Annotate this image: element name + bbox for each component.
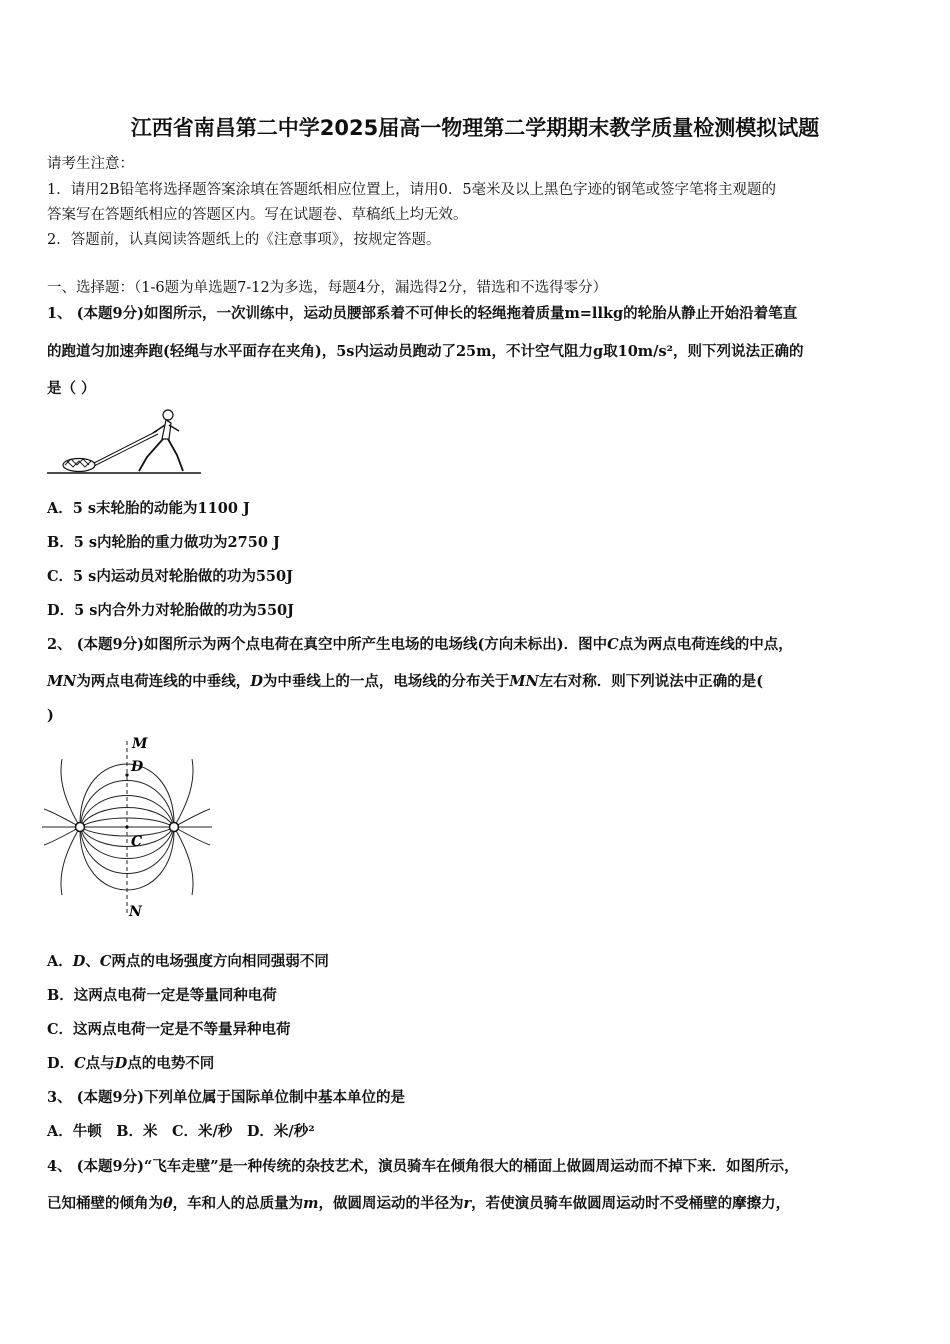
- section-heading: 一、选择题：（1-6题为单选题7-12为多选，每题4分，漏选得2分，错选和不选得零分）: [47, 280, 608, 296]
- label-c: C: [131, 834, 143, 850]
- page-title: 江西省南昌第二中学2025届高一物理第二学期期末教学质量检测模拟试题: [130, 116, 820, 140]
- q2-option-c: C．这两点电荷一定是不等量异种电荷: [47, 1021, 291, 1038]
- q3-options: A．牛顿 B．米 C．米/秒 D．米/秒²: [47, 1123, 315, 1140]
- label-d: D: [131, 759, 144, 775]
- q4-stem-1: 4、 (本题9分)“飞车走壁”是一种传统的杂技艺术，演员骑车在倾角很大的桶面上做圆周运动而不掉下来．如图所示，: [47, 1158, 799, 1175]
- q3-stem: 3、 (本题9分)下列单位属于国际单位制中基本单位的是: [47, 1089, 405, 1106]
- q4-stem-2: 已知桶壁的倾角为θ，车和人的总质量为m，做圆周运动的半径为r，若使演员骑车做圆周运动时不受桶壁的摩擦力，: [47, 1195, 791, 1212]
- q1-option-d: D．5 s内合外力对轮胎做的功为550J: [47, 602, 295, 619]
- q2-option-a: A．D、C两点的电场强度方向相同强弱不同: [47, 953, 329, 970]
- notice-item-2: 2．答题前，认真阅读答题纸上的《注意事项》，按规定答题。: [47, 232, 441, 248]
- q1-stem-1: 1、 (本题9分)如图所示，一次训练中，运动员腰部系着不可伸长的轻绳拖着质量m=llkg的轮胎从静止开始沿着笔直: [47, 305, 798, 322]
- notice-heading: 请考生注意：: [47, 156, 134, 172]
- q2-stem-2: MN为两点电荷连线的中垂线，D为中垂线上的一点，电场线的分布关于MN左右对称．则下列说法中正确的是(: [47, 673, 764, 690]
- q1-option-b: B．5 s内轮胎的重力做功为2750 J: [47, 534, 280, 551]
- label-n: N: [129, 904, 142, 920]
- q2-stem-1: 2、 (本题9分)如图所示为两个点电荷在真空中所产生电场的电场线(方向未标出)．图中C点为两点电荷连线的中点，: [47, 636, 793, 653]
- notice-item-1b: 答案写在答题纸相应的答题区内。写在试题卷、草稿纸上均无效。: [47, 207, 468, 223]
- q2-stem-3: ): [47, 707, 54, 724]
- label-m: M: [132, 736, 148, 752]
- q1-option-c: C．5 s内运动员对轮胎做的功为550J: [47, 568, 293, 585]
- q2-option-d: D．C点与D点的电势不同: [47, 1055, 215, 1072]
- q1-stem-2: 的跑道匀加速奔跑(轻绳与水平面存在夹角)，5s内运动员跑动了25m，不计空气阻力g取10m/s²，则下列说法正确的: [47, 343, 804, 360]
- q1-figure-runner-tire: [45, 405, 205, 477]
- q2-figure-field-lines: [40, 733, 220, 923]
- q2-option-b: B．这两点电荷一定是等量同种电荷: [47, 987, 277, 1004]
- notice-item-1a: 1．请用2B铅笔将选择题答案涂填在答题纸相应位置上，请用0．5毫米及以上黑色字迹的钢笔或签字笔将主观题的: [47, 182, 777, 198]
- q1-stem-3: 是（ ）: [47, 380, 96, 397]
- q1-option-a: A．5 s末轮胎的动能为1100 J: [47, 500, 250, 517]
